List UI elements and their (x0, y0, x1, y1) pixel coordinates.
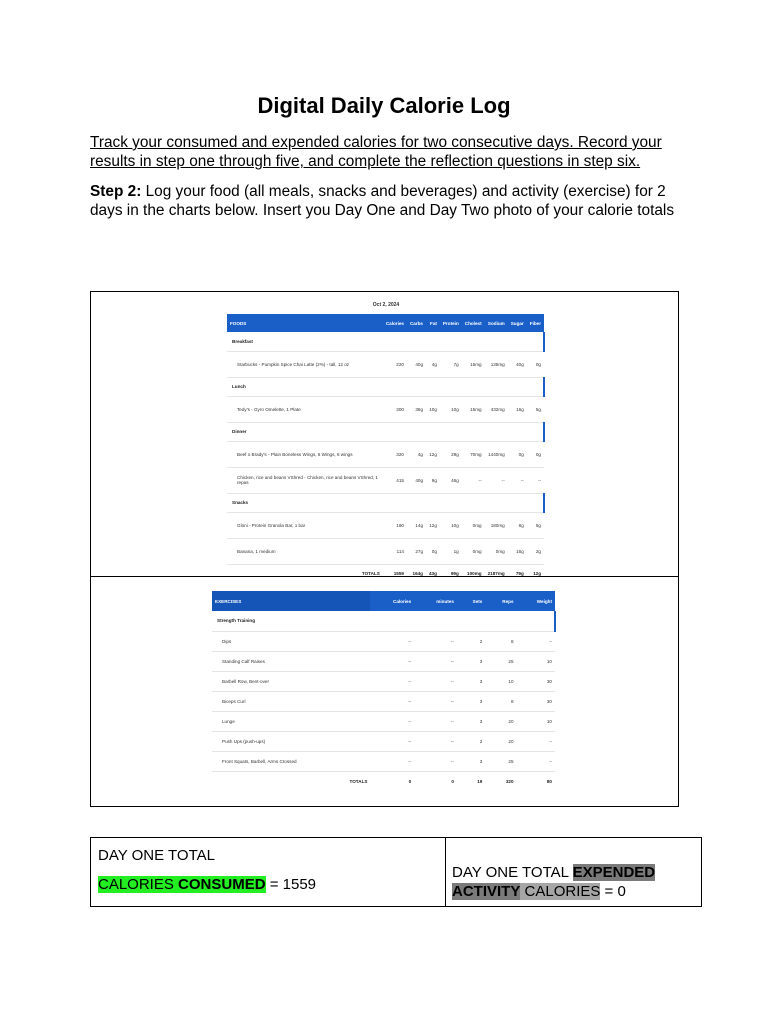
row-label: Barbell Row, Bent-over (212, 671, 370, 691)
column-header: Sodium (485, 314, 508, 332)
table-cell: -- (414, 691, 457, 711)
table-cell: -- (517, 731, 555, 751)
table-cell: 10g (426, 396, 440, 422)
table-cell: 29g (440, 441, 462, 467)
table-cell: -- (370, 731, 414, 751)
table-row (212, 691, 555, 711)
table-row (227, 467, 544, 493)
row-label: TOTALS (361, 570, 380, 576)
totals-row (212, 771, 555, 791)
table-cell: 135mg (485, 351, 508, 377)
table-cell: -- (370, 751, 414, 771)
table-cell: 0mg (462, 512, 485, 538)
day-one-consumed-cell[interactable] (91, 838, 446, 907)
section-label: Strength Training (212, 611, 555, 631)
table-cell: 300 (383, 396, 407, 422)
table-cell: -- (414, 651, 457, 671)
page-title: Digital Daily Calorie Log (257, 93, 511, 118)
column-header: Cholest (462, 314, 485, 332)
expended-calories-highlight: CALORIES (520, 883, 601, 900)
row-label: Chicken, rice and beans VShred - Chicken, rice and beans VShred, 1 repas (227, 467, 383, 493)
row-label: Dips (212, 631, 370, 651)
table-cell: 9g (426, 467, 440, 493)
table-row (212, 671, 555, 691)
exercise-log-header-row (212, 591, 555, 611)
table-cell: -- (370, 711, 414, 731)
table-cell: 2187mg (487, 570, 505, 576)
table-cell: 12g (426, 512, 440, 538)
table-cell: 4g (426, 351, 440, 377)
table-cell: 2 (457, 731, 485, 751)
table-cell: 0 (408, 778, 412, 784)
table-cell: 10g (440, 512, 462, 538)
table-cell: 3 (457, 691, 485, 711)
table-cell: -- (517, 751, 555, 771)
table-cell: 0mg (485, 538, 508, 564)
table-cell: 415 (383, 467, 407, 493)
table-row (212, 731, 555, 751)
row-label: TOTALS (349, 778, 368, 784)
column-header: Calories (383, 314, 407, 332)
day-one-consumed-line (98, 876, 438, 893)
section-row (212, 611, 555, 631)
food-log-header-row (227, 314, 544, 332)
table-cell: 6g (508, 512, 527, 538)
table-cell: 80 (546, 778, 552, 784)
section-label: Lunch (227, 377, 544, 396)
table-cell: 70mg (462, 441, 485, 467)
food-log-body (227, 332, 544, 582)
column-header: EXERCISES (212, 591, 370, 611)
day-one-totals-table (90, 837, 702, 907)
table-cell: 180mg (485, 512, 508, 538)
row-label: Lunge (212, 711, 370, 731)
table-cell: 5g (527, 512, 544, 538)
section-label: Breakfast (227, 332, 544, 351)
table-cell: 100mg (467, 570, 482, 576)
table-cell: -- (370, 671, 414, 691)
table-row (212, 651, 555, 671)
table-cell: 0 (451, 778, 454, 784)
intro-paragraph: Track your consumed and expended calories for two consecutive days. Record your results in step one through five, and complete the reflection questions in step six. (90, 134, 662, 170)
table-cell: 99g (450, 570, 459, 576)
row-label: Gloni - Protein Granola Bar, 1 bar (227, 512, 383, 538)
row-label: Biceps Curl (212, 691, 370, 711)
table-cell: 1559 (393, 570, 404, 576)
table-cell: -- (370, 691, 414, 711)
table-cell: 38g (407, 396, 426, 422)
table-cell: -- (370, 631, 414, 651)
table-row (227, 512, 544, 538)
table-cell: 320 (505, 778, 514, 784)
row-label: Front Squats, Barbell, Arms Crossed (212, 751, 370, 771)
consumed-highlight: CONSUMED (178, 876, 266, 893)
column-header: minutes (414, 591, 457, 611)
table-cell: 15mg (462, 396, 485, 422)
table-cell: 0g (426, 538, 440, 564)
table-cell: -- (517, 631, 555, 651)
table-row (227, 396, 544, 422)
table-cell: 12g (533, 570, 541, 576)
section-row (227, 422, 544, 441)
table-cell: 30 (517, 691, 555, 711)
table-cell: 0g (527, 441, 544, 467)
table-cell: 10 (517, 711, 555, 731)
column-header: Fiber (527, 314, 544, 332)
section-row (227, 493, 544, 512)
column-header: Sets (457, 591, 485, 611)
table-cell: 1440mg (485, 441, 508, 467)
table-cell: 40g (508, 351, 527, 377)
totals-row (227, 564, 544, 582)
food-log-date: Oct 2, 2024 (372, 302, 400, 308)
table-cell: 0mg (462, 538, 485, 564)
exercise-log-screenshot (212, 591, 556, 795)
table-cell: 30 (517, 671, 555, 691)
column-header: Calories (370, 591, 414, 611)
table-cell: 8 (485, 631, 516, 651)
table-cell: 1g (440, 538, 462, 564)
row-label: Beef o Brady's - Plain Boneless Wings, 6 Wings, 6 wings (227, 441, 383, 467)
row-label: Push Ups (push-ups) (212, 731, 370, 751)
expended-value: = 0 (600, 883, 626, 900)
table-cell: -- (414, 671, 457, 691)
table-cell: 0g (527, 351, 544, 377)
section-row (227, 377, 544, 396)
exercise-log-table (212, 591, 556, 791)
table-cell: -- (462, 467, 485, 493)
table-cell: -- (414, 711, 457, 731)
column-header: Fat (426, 314, 440, 332)
table-cell: 16g (508, 396, 527, 422)
row-label: Banana, 1 medium (227, 538, 383, 564)
step2-colon: : (136, 183, 142, 200)
table-cell: 8 (485, 691, 516, 711)
table-cell: 10g (440, 396, 462, 422)
step2-text: Log your food (all meals, snacks and beverages) and activity (exercise) for 2 days in the charts below. Insert you Day One and Day Two photo of your calorie totals (90, 183, 675, 219)
section-label: Dinner (227, 422, 544, 441)
table-cell: -- (414, 631, 457, 651)
table-cell: 0g (508, 441, 527, 467)
table-cell: 10 (517, 651, 555, 671)
table-cell: 40g (407, 467, 426, 493)
table-row (227, 351, 544, 377)
table-cell: 15mg (462, 351, 485, 377)
table-cell: 46g (440, 467, 462, 493)
table-cell: 220 (383, 351, 407, 377)
table-cell: -- (508, 467, 527, 493)
exercise-log-body (212, 611, 555, 791)
table-cell: 164g (412, 570, 423, 576)
table-cell: 16g (508, 538, 527, 564)
column-header: Carbs (407, 314, 426, 332)
table-cell: 7g (440, 351, 462, 377)
table-cell: 40g (407, 351, 426, 377)
table-cell: 320 (383, 441, 407, 467)
table-row (212, 751, 555, 771)
table-cell: 27g (407, 538, 426, 564)
table-cell: 2g (527, 538, 544, 564)
table-row (212, 711, 555, 731)
section-row (227, 332, 544, 351)
food-log-table (227, 314, 545, 582)
food-log-screenshot (227, 296, 545, 576)
table-cell: -- (485, 467, 508, 493)
table-row (212, 631, 555, 651)
table-cell: 3 (457, 711, 485, 731)
table-cell: 20 (485, 711, 516, 731)
table-cell: 4g (407, 441, 426, 467)
column-header: Sugar (508, 314, 527, 332)
table-cell: 3 (457, 651, 485, 671)
step2-label: Step 2 (90, 183, 137, 200)
expended-activity-highlight: EXPENDED ACTIVITY (452, 864, 656, 900)
table-cell: 3 (457, 751, 485, 771)
calories-highlight: CALORIES (98, 876, 179, 893)
table-cell: 5g (527, 396, 544, 422)
table-cell: 19 (477, 778, 483, 784)
table-cell: 43g (429, 570, 437, 576)
table-cell: 20 (485, 731, 516, 751)
table-cell: 25 (485, 751, 516, 771)
table-cell: 14g (407, 512, 426, 538)
day-one-expended-cell[interactable] (446, 838, 702, 907)
calorie-screenshots-frame (90, 291, 679, 807)
table-cell: 3 (457, 671, 485, 691)
row-label: Standing Calf Raises (212, 651, 370, 671)
section-label: Snacks (227, 493, 544, 512)
frame-divider (91, 576, 678, 577)
day-one-expended-heading: DAY ONE TOTAL (452, 864, 573, 881)
consumed-value: = 1559 (265, 876, 317, 893)
table-row (227, 441, 544, 467)
step2-paragraph (90, 182, 690, 220)
column-header: FOODS (227, 314, 383, 332)
row-label: Starbucks - Pumpkin Spice Chai Latte (2%) - tall, 12 oz (227, 351, 383, 377)
table-row (227, 538, 544, 564)
table-cell: 12g (426, 441, 440, 467)
column-header: Reps (485, 591, 516, 611)
table-cell: 79g (515, 570, 524, 576)
table-cell: 114 (383, 538, 407, 564)
table-cell: 190 (383, 512, 407, 538)
table-cell: 2 (457, 631, 485, 651)
table-cell: -- (370, 651, 414, 671)
table-cell: -- (527, 467, 544, 493)
table-cell: 10 (485, 671, 516, 691)
table-cell: 432mg (485, 396, 508, 422)
column-header: Weight (517, 591, 555, 611)
row-label: Tedy's - Gyro Omelette, 1 Plate (227, 396, 383, 422)
day-one-consumed-heading: DAY ONE TOTAL (98, 847, 215, 864)
table-cell: -- (414, 731, 457, 751)
column-header: Protein (440, 314, 462, 332)
table-cell: -- (414, 751, 457, 771)
table-cell: 25 (485, 651, 516, 671)
